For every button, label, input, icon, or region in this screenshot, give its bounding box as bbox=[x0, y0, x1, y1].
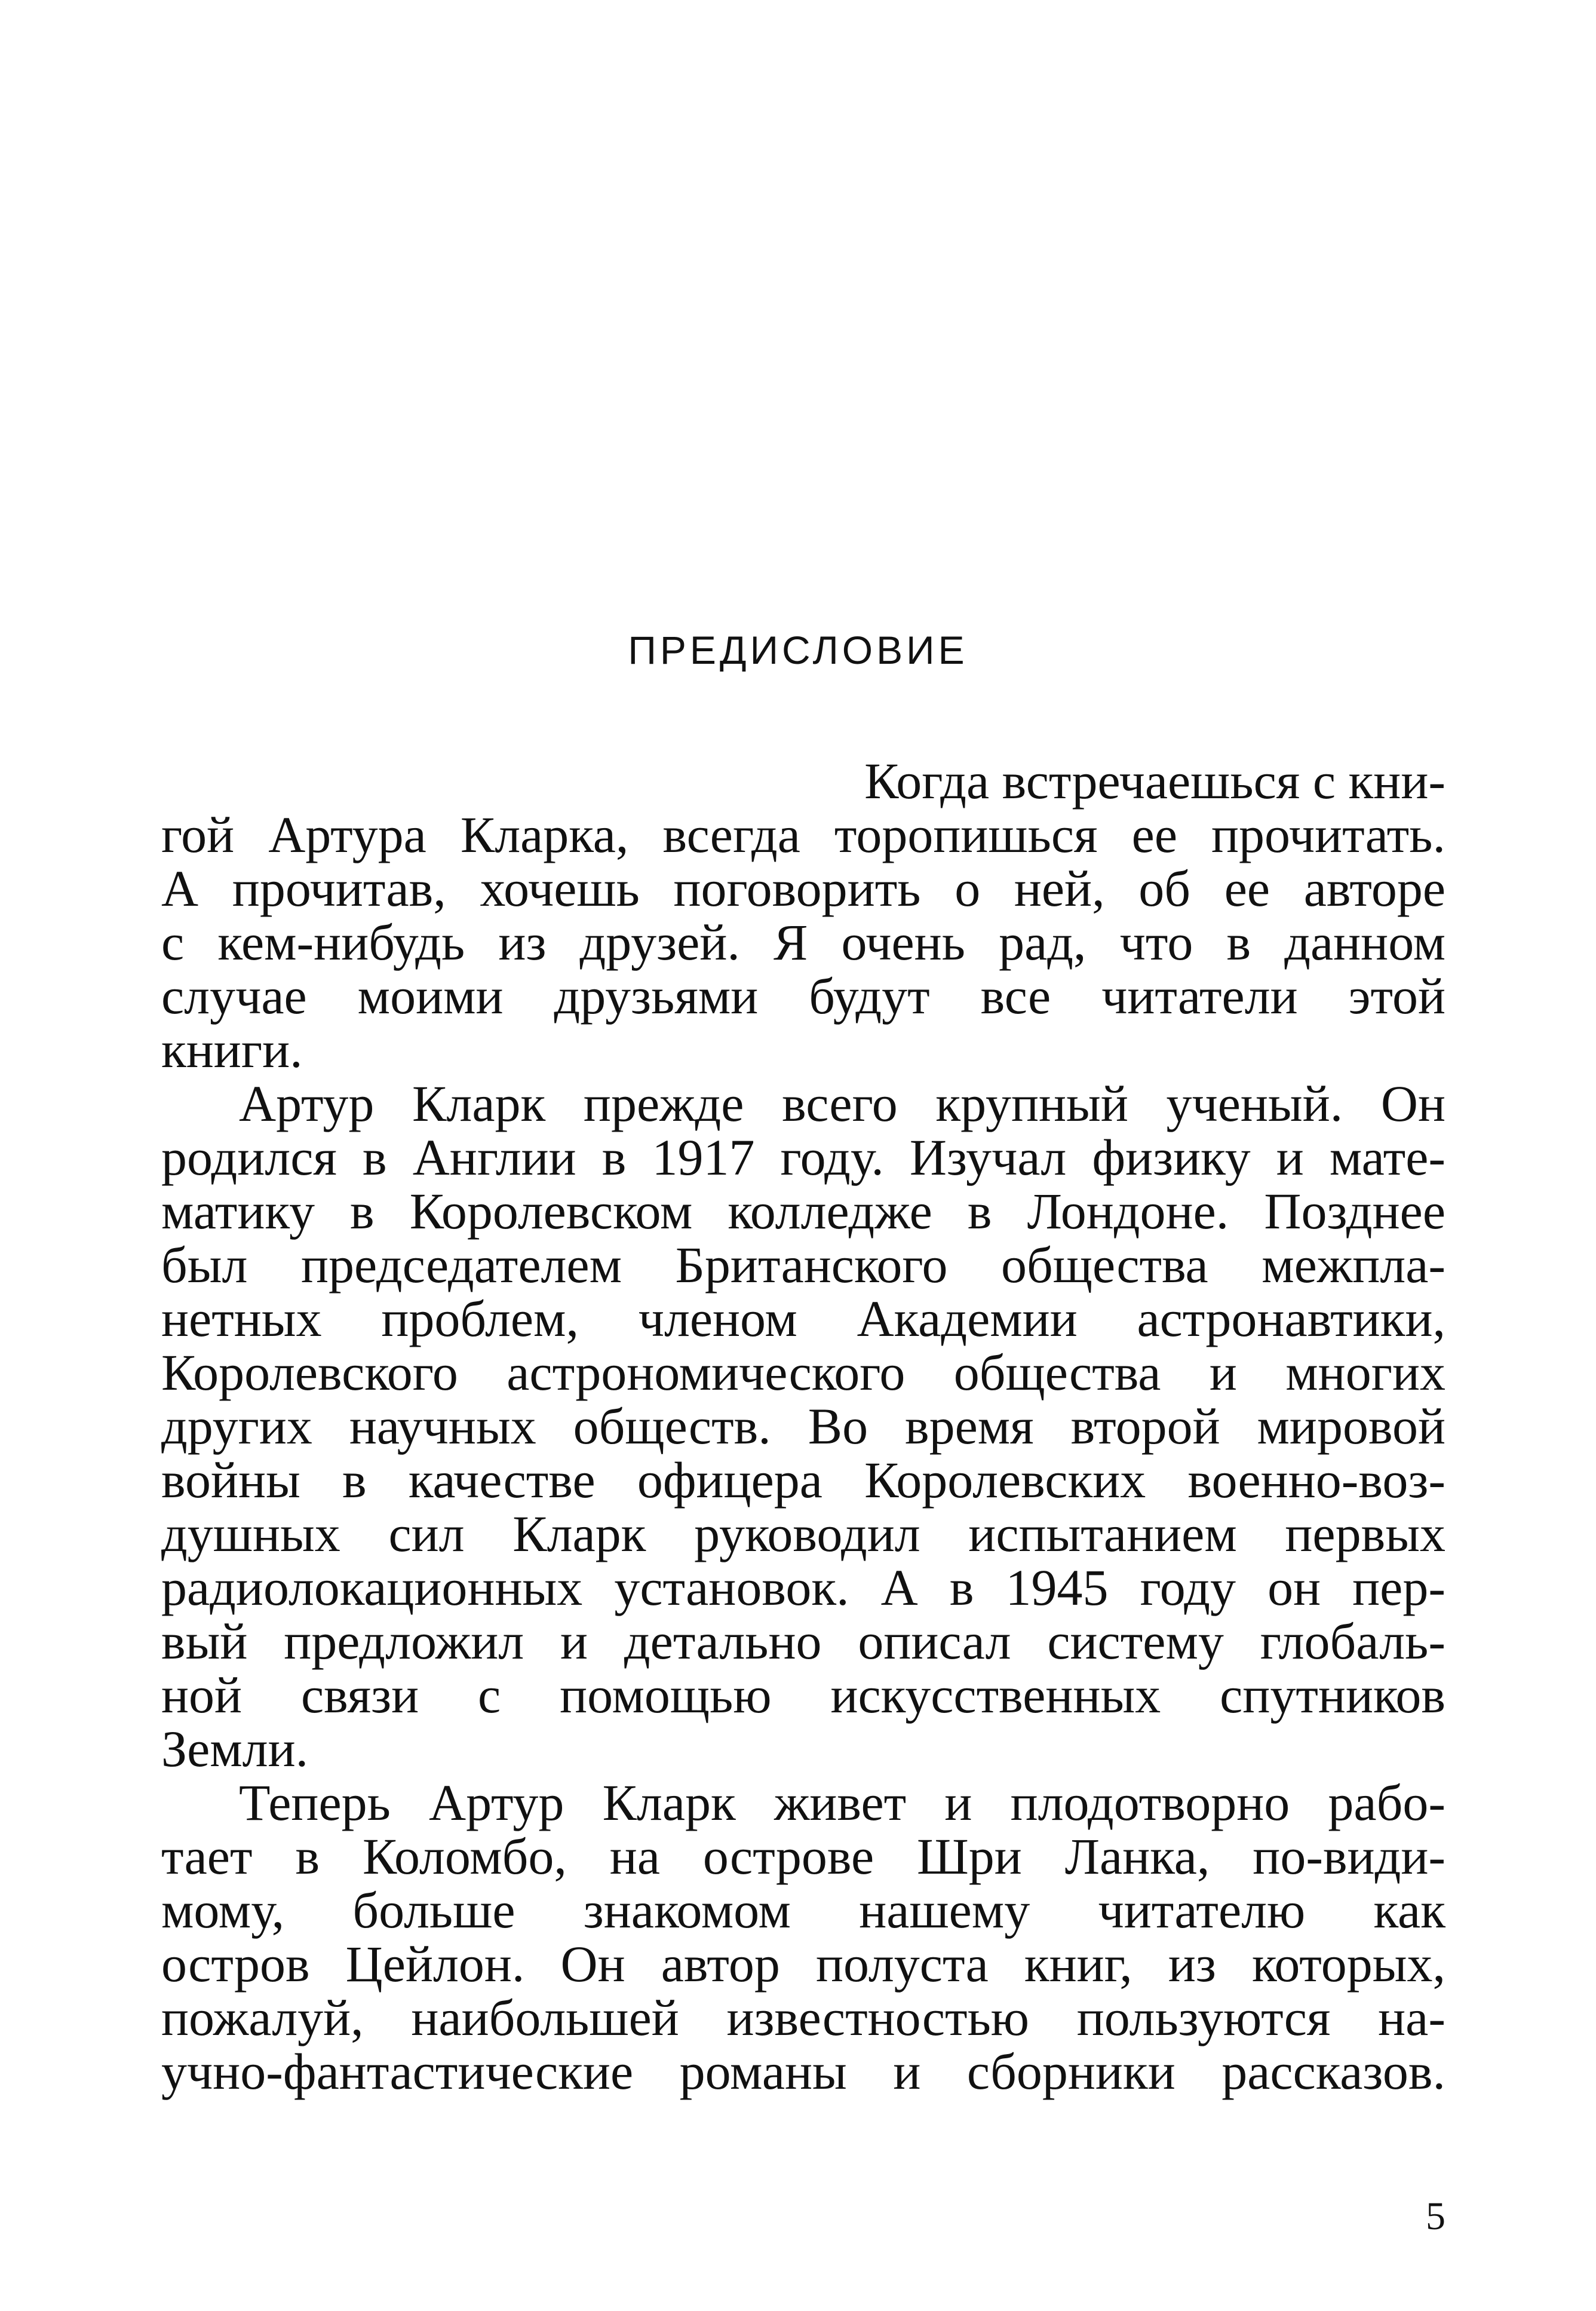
text-line: книги. bbox=[161, 1021, 303, 1078]
text-line: Земли. bbox=[161, 1720, 309, 1777]
text-line: нетных проблем, членом Академии астронавтики, bbox=[161, 1290, 1445, 1347]
text-line: матику в Королевском колледже в Лондоне. Позднее bbox=[161, 1182, 1445, 1240]
page-number: 5 bbox=[1426, 2194, 1445, 2238]
text-line: остров Цейлон. Он автор полуста книг, из которых, bbox=[161, 1935, 1445, 1993]
text-line: случае моими друзьями будут все читатели этой bbox=[161, 967, 1445, 1025]
text-line: с кем-нибудь из друзей. Я очень рад, что в данном bbox=[161, 914, 1445, 971]
text-line: вый предложил и детально описал систему глобаль- bbox=[161, 1613, 1445, 1670]
text-line: Теперь Артур Кларк живет и плодотворно рабо- bbox=[239, 1774, 1445, 1831]
text-line: был председателем Британского общества межпла- bbox=[161, 1236, 1445, 1294]
text-line: душных сил Кларк руководил испытанием первых bbox=[161, 1505, 1445, 1562]
text-line: мому, больше знакомом нашему читателю как bbox=[161, 1881, 1445, 1939]
text-line: Когда встречаешься с кни- bbox=[864, 752, 1445, 810]
text-line: других научных обществ. Во время второй мировой bbox=[161, 1397, 1445, 1455]
text-line: ной связи с помощью искусственных спутников bbox=[161, 1666, 1445, 1724]
text-line: Артур Кларк прежде всего крупный ученый. Он bbox=[239, 1075, 1445, 1132]
text-line: пожалуй, наибольшей известностью пользуются на- bbox=[161, 1989, 1445, 2046]
text-line: учно-фантастические романы и сборники рассказов. bbox=[161, 2043, 1445, 2100]
text-line: гой Артура Кларка, всегда торопишься ее прочитать. bbox=[161, 806, 1445, 863]
chapter-heading: ПРЕДИСЛОВИЕ bbox=[628, 628, 968, 672]
text-line: Королевского астрономического общества и многих bbox=[161, 1344, 1445, 1401]
text-line: тает в Коломбо, на острове Шри Ланка, по-види- bbox=[161, 1828, 1445, 1885]
text-line: войны в качестве офицера Королевских военно-воз- bbox=[161, 1451, 1445, 1509]
text-line: родился в Англии в 1917 году. Изучал физику и мате- bbox=[161, 1129, 1445, 1186]
text-line: радиолокационных установок. А в 1945 году он пер- bbox=[161, 1559, 1445, 1616]
text-line: А прочитав, хочешь поговорить о ней, об ее авторе bbox=[161, 860, 1445, 917]
